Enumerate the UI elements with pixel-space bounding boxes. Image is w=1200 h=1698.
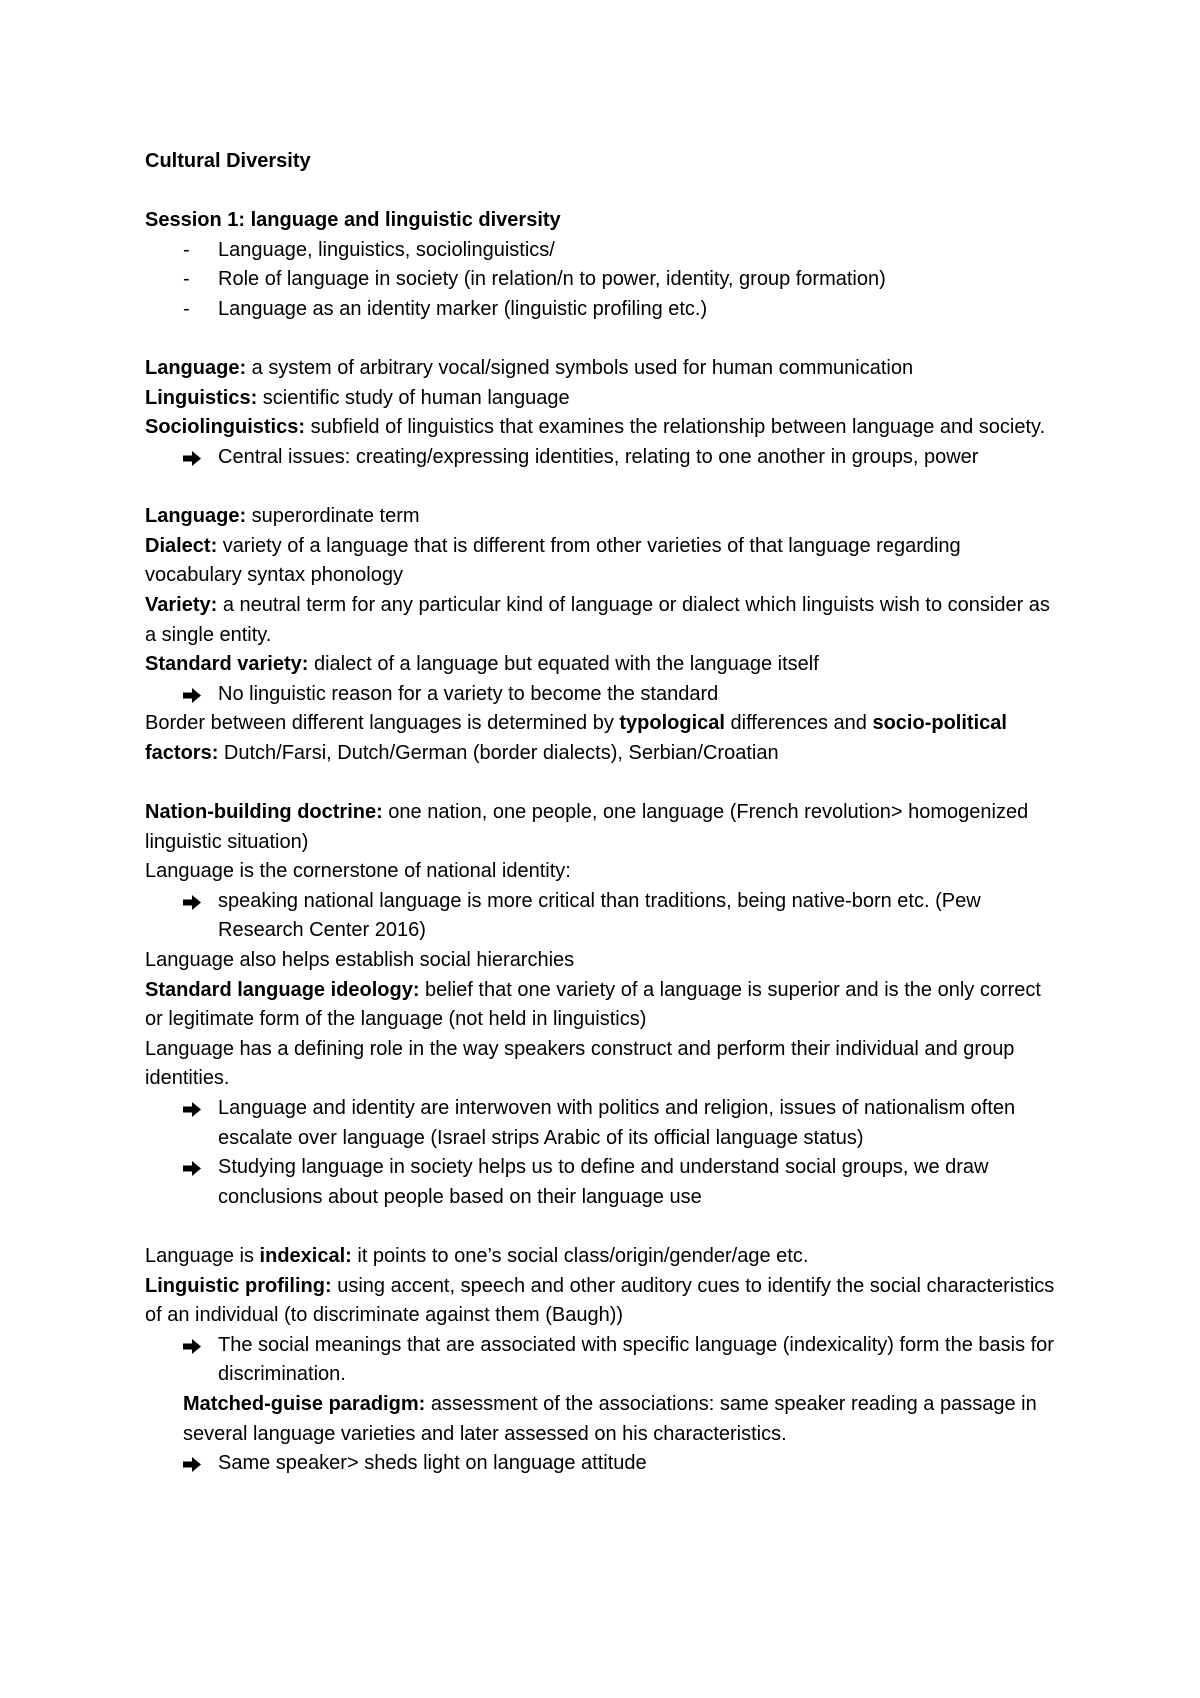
definition-linguistic-profiling: Linguistic profiling: using accent, speech and other auditory cues to identify the social characteristics of an individual (to discriminate against them (Baugh)) xyxy=(145,1274,1055,1327)
right-arrow-icon xyxy=(183,1449,209,1479)
definition-sociolinguistics: Sociolinguistics: subfield of linguistics that examines the relationship between language and society. xyxy=(145,416,1046,439)
definition-language: Language: a system of arbitrary vocal/signed symbols used for human communication xyxy=(145,357,914,380)
border-paragraph: Border between different languages is determined by typological differences and socio-political factors: Dutch/Farsi, Dutch/German (border dialects), Serbian/Croatian xyxy=(145,712,1007,764)
right-arrow-icon xyxy=(183,443,209,473)
document-title: Cultural Diversity xyxy=(145,150,311,172)
arrow-point: Language and identity are interwoven with politics and religion, issues of nationalism often escalate over language (Israel strips Arabic of its official language status) xyxy=(145,1094,1060,1153)
definition-language-superordinate: Language: superordinate term xyxy=(145,505,420,528)
hierarchies-line: Language also helps establish social hierarchies xyxy=(145,949,575,972)
arrow-point: No linguistic reason for a variety to become the standard xyxy=(145,680,1060,710)
list-item: - Language, linguistics, sociolinguistics/ xyxy=(145,236,1060,266)
definition-standard-language-ideology: Standard language ideology: belief that one variety of a language is superior and is the only correct or legitimate form of the language (not held in linguistics) xyxy=(145,978,1041,1031)
list-item: - Language as an identity marker (linguistic profiling etc.) xyxy=(145,295,1060,325)
definition-dialect: Dialect: variety of a language that is different from other varieties of that language regarding vocabulary syntax phonology xyxy=(145,534,961,587)
session-heading: Session 1: language and linguistic diversity xyxy=(145,209,561,232)
right-arrow-icon xyxy=(183,1331,209,1361)
definition-linguistics: Linguistics: scientific study of human language xyxy=(145,386,570,409)
list-item: - Role of language in society (in relation/n to power, identity, group formation) xyxy=(145,265,1060,295)
document-body xyxy=(145,147,1060,1479)
definition-variety: Variety: a neutral term for any particular kind of language or dialect which linguists wish to consider as a single entity. xyxy=(145,593,1050,646)
indexical-line: Language is indexical: it points to one’s social class/origin/gender/age etc. xyxy=(145,1244,809,1267)
cornerstone-line: Language is the cornerstone of national identity: xyxy=(145,860,571,883)
arrow-point: Same speaker> sheds light on language attitude xyxy=(145,1449,1060,1479)
arrow-point: speaking national language is more critical than traditions, being native-born etc. (Pew Research Center 2016) xyxy=(145,887,1060,946)
arrow-point: Central issues: creating/expressing identities, relating to one another in groups, power xyxy=(145,443,1060,473)
right-arrow-icon xyxy=(183,1094,209,1124)
right-arrow-icon xyxy=(183,680,209,710)
right-arrow-icon xyxy=(183,1153,209,1183)
defining-role-paragraph: Language has a defining role in the way speakers construct and perform their individual and group identities. xyxy=(145,1037,1015,1090)
definition-matched-guise: Matched-guise paradigm: assessment of the associations: same speaker reading a passage in several language varieties and later assessed on his characteristics. xyxy=(183,1392,1037,1445)
right-arrow-icon xyxy=(183,887,209,917)
arrow-point: Studying language in society helps us to define and understand social groups, we draw conclusions about people based on their language use xyxy=(145,1153,1060,1212)
definition-standard-variety: Standard variety: dialect of a language but equated with the language itself xyxy=(145,653,819,676)
definition-nation-building: Nation-building doctrine: one nation, one people, one language (French revolution> homogenized linguistic situation) xyxy=(145,801,1029,853)
arrow-point: The social meanings that are associated with specific language (indexicality) form the basis for discrimination. xyxy=(145,1331,1060,1390)
